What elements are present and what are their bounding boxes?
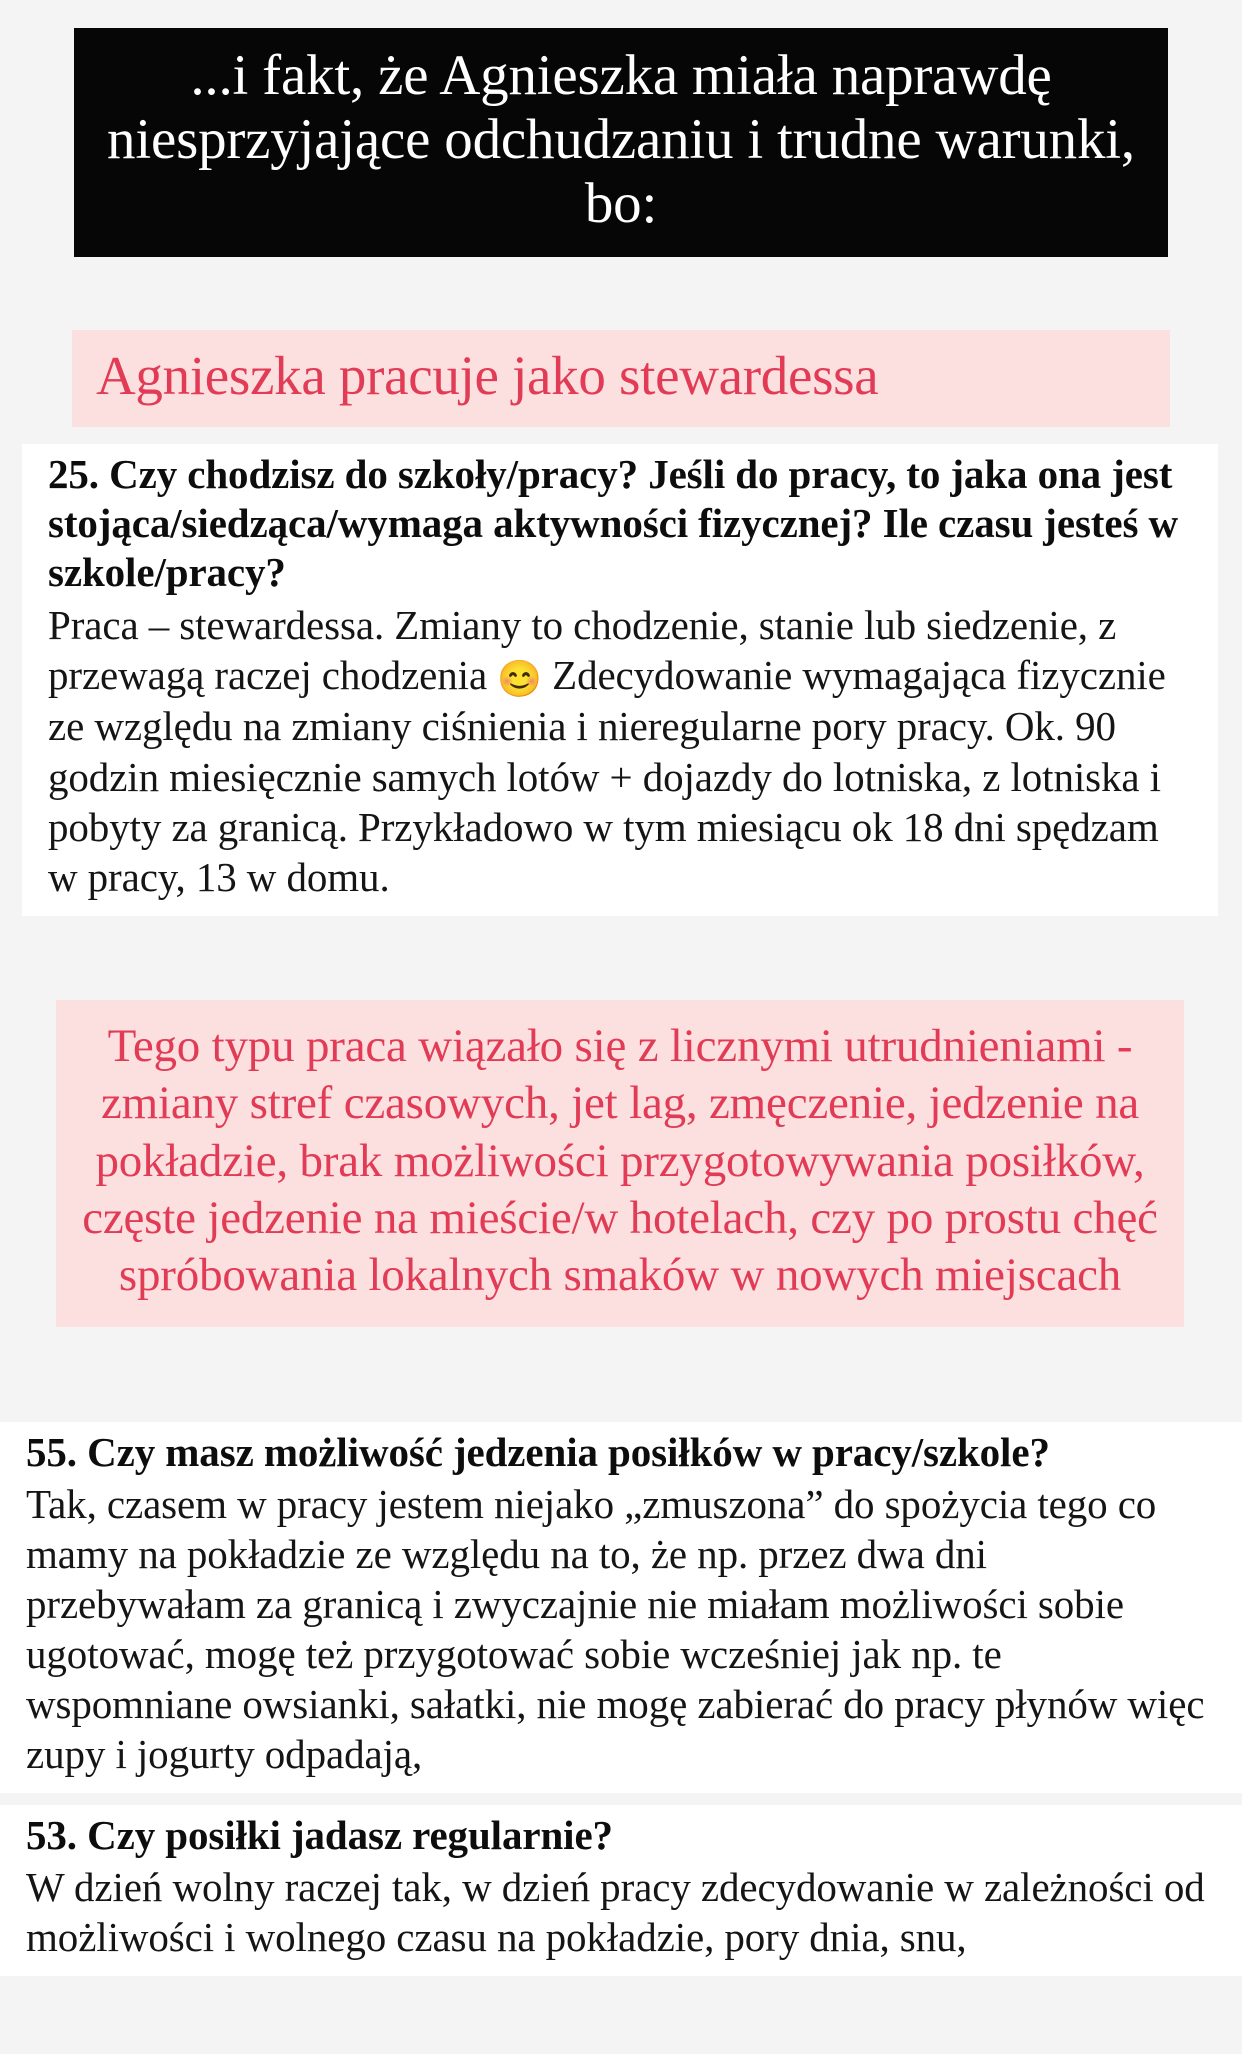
question-card-q55 <box>0 1422 1242 1793</box>
question-heading-q25: 25. Czy chodzisz do szkoły/pracy? Jeśli do pracy, to jaka ona jest stojąca/siedząca/wymaga aktywności fizycznej? Ile czasu jesteś w szkole/pracy? <box>48 451 1178 596</box>
question-answer-q53: W dzień wolny raczej tak, w dzień pracy zdecydowanie w zależności od możliwości i wolnego czasu na pokładzie, pory dnia, snu, <box>26 1864 1205 1961</box>
smiling-face-icon: 😊 <box>497 658 542 699</box>
answer-text-part2: Zdecydowanie wymagająca fizycznie ze względu na zmiany ciśnienia i nieregularne pory pracy. Ok. 90 godzin miesięcznie samych lotów + dojazdy do lotniska, z lotniska i pobyty za granicą. Przykładowo w tym miesiącu ok 18 dni spędzam w pracy, 13 w domu. <box>48 651 1166 900</box>
question-answer-q55: Tak, czasem w pracy jestem niejako „zmuszona” do spożycia tego co mamy na pokładzie ze względu na to, że np. przez dwa dni przebywałam za granicą i zwyczajnie nie miałam możliwości sobie ugotować, mogę też przygotować sobie wcześniej jak np. te wspomniane owsianki, sałatki, nie mogę zabierać do pracy płynów więc zupy i jogurty odpadają, <box>26 1481 1205 1778</box>
headline-band: Agnieszka pracuje jako stewardessa <box>72 330 1170 427</box>
question-heading-q55: 55. Czy masz możliwość jedzenia posiłków w pracy/szkole? <box>26 1429 1050 1475</box>
question-card-q25 <box>22 444 1218 916</box>
question-heading-q53: 53. Czy posiłki jadasz regularnie? <box>26 1812 613 1858</box>
answer-text-part1: Praca – stewardessa. Zmiany to chodzenie, stanie lub siedzenie, z przewagą raczej chodzenia <box>48 601 1117 698</box>
question-answer-q25 <box>48 600 1192 902</box>
question-card-q53 <box>0 1805 1242 1976</box>
pink-quote-block: Tego typu praca wiązało się z licznymi utrudnieniami ‑ zmiany stref czasowych, jet lag, zmęczenie, jedzenie na pokładzie, brak możliwości przygotowywania posiłków, częste jedzenie na mieście/w hotelach, czy po prostu chęć spróbowania lokalnych smaków w nowych miejscach <box>56 1000 1184 1327</box>
title-banner: ...i fakt, że Agnieszka miała naprawdę niesprzyjające odchudzaniu i trudne warunki, bo: <box>74 28 1168 257</box>
